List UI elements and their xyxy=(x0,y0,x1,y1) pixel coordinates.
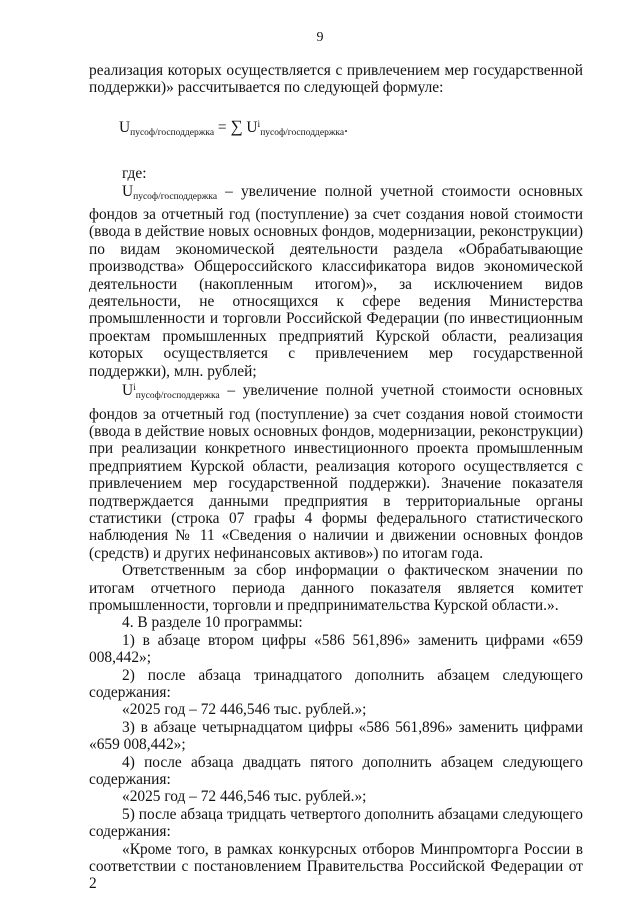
where-label: где: xyxy=(122,165,147,183)
responsible-paragraph: Ответственным за сбор информации о фактическом значении по итогам отчетного периода данного показателя является комитет промышленности, торговли и предпринимательства Курской области.». xyxy=(89,562,583,614)
amendment-item-5: 5) после абзаца тридцать четвертого дополнить абзацами следующего содержания: xyxy=(89,805,583,841)
section-4-heading: 4. В разделе 10 программы: xyxy=(122,614,303,632)
definition-1: $U_{пусоф/господдержка}$ – увеличение полной учетной стоимости основных фондов за отчетный год (поступление) за счет создания новой стоимости (ввода в действие новых основных фондов, модернизации, реконструкции) по видам экономической деятельности раздела «Обрабатывающие производства» Общероссийского классификатора видов экономической деятельности (накопленным итогом)», за исключением видов деятельности, не относящихся к сфере ведения Министерства промышленности и торговли Российской Федерации (по инвестиционным проектам промышленных предприятий Курской области, реализация которых осуществляется с привлечением мер государственной поддержки), млн. рублей; xyxy=(89,182,583,380)
definition-2: $U^i_{пусоф/господдержка}$ – увеличение полной учетной стоимости основных фондов за отчетный год (поступление) за счет создания новой стоимости (ввода в действие новых основных фондов, модернизации, реконструкции) при реализации конкретного инвестиционного проекта промышленным предприятием Курской области, реализация которого осуществляется с привлечением мер государственной поддержки). Значение показателя подтверждается данными предприятия в территориальные органы статистики (строка 07 графы 4 формы федерального статистического наблюдения № 11 «Сведения о наличии и движении основных фондов (средств) и других нефинансовых активов») по итогам года. xyxy=(89,382,583,562)
formula-equals: = xyxy=(217,118,227,136)
amendment-item-3: 3) в абзаце четырнадцатом цифры «586 561,896» заменить цифрами «659 008,442»; xyxy=(89,718,583,754)
amendment-quote-2: «2025 год – 72 446,546 тыс. рублей.»; xyxy=(122,788,367,806)
formula-rhs: $U^i_{пусоф/господдержка}$ xyxy=(246,118,345,138)
amendment-item-2: 2) после абзаца тринадцатого дополнить абзацем следующего содержания: xyxy=(89,666,583,701)
page-number: 9 xyxy=(316,30,324,45)
amendment-item-4: 4) после абзаца двадцать пятого дополнить абзацем следующего содержания: xyxy=(89,753,583,789)
formula-lhs: $U_{пусоф/господдержка}$ xyxy=(119,118,215,138)
document-body xyxy=(89,62,583,893)
formula-sum-sign: ∑ xyxy=(230,116,243,136)
intro-paragraph: реализация которых осуществляется с привлечением мер государственной поддержки)» рассчитывается по следующей формуле: xyxy=(89,62,583,97)
final-paragraph: «Кроме того, в рамках конкурсных отборов Минпромторга России в соответствии с постановлением Правительства Российской Федерации от 2 xyxy=(89,840,583,893)
amendment-quote-1: «2025 год – 72 446,546 тыс. рублей.»; xyxy=(122,701,367,719)
amendment-item-1: 1) в абзаце втором цифры «586 561,896» заменить цифрами «659 008,442»; xyxy=(89,631,583,667)
formula: $U_{пусоф/господдержка}$ = ∑ $U^i_{пусоф/господдержка}$. xyxy=(119,116,348,138)
